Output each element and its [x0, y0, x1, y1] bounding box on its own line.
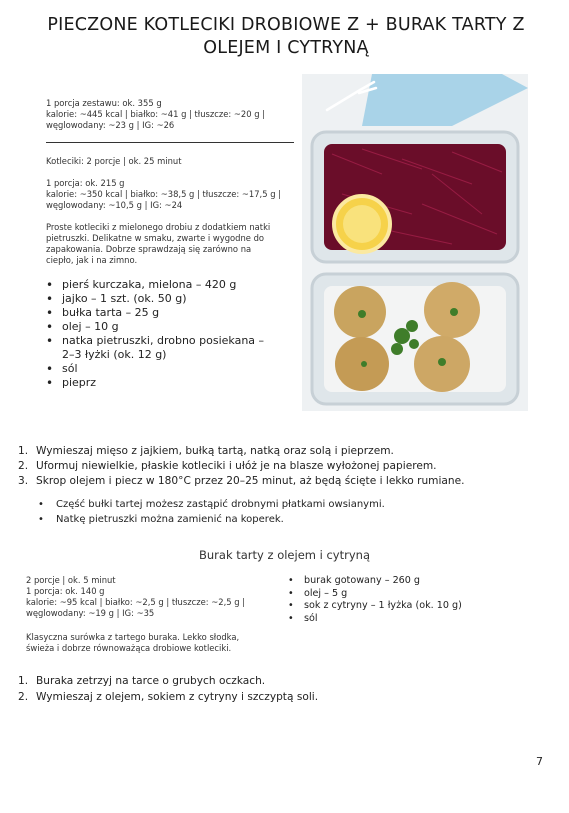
beet-portion-weight: 1 porcja: ok. 140 g	[26, 586, 105, 596]
list-item: • jajko – 1 szt. (ok. 50 g)	[46, 292, 278, 306]
list-item: 2. Wymieszaj z olejem, sokiem z cytryny i szczyptą soli.	[18, 690, 319, 703]
cutlets-tips	[38, 498, 488, 527]
beet-heading: Burak tarty z olejem i cytryną	[198, 548, 370, 562]
cutlets-nutrition	[46, 178, 291, 211]
list-item: • bułka tarta – 25 g	[46, 306, 278, 320]
list-item: • sól	[46, 362, 278, 376]
list-item: • olej – 5 g	[288, 588, 538, 601]
set-nutrition: kalorie: ~445 kcal | białko: ~41 g | tłuszcze: ~20 g |	[46, 109, 266, 119]
cutlets-steps	[18, 444, 518, 489]
list-item: • burak gotowany – 260 g	[288, 575, 538, 588]
list-item: • sok z cytryny – 1 łyżka (ok. 10 g)	[288, 600, 538, 613]
set-summary	[46, 98, 291, 131]
food-photo	[302, 74, 528, 411]
set-portion: 1 porcja zestawu: ok. 355 g	[46, 98, 162, 108]
list-item: • sól	[288, 613, 538, 626]
cutlets-portion-weight: 1 porcja: ok. 215 g	[46, 178, 125, 188]
cutlets-description: Proste kotleciki z mielonego drobiu z dodatkiem natki pietruszki. Delikatne w smaku, zwarte i wygodne do zapakowania. Dobrze sprawdzają się zarówno na ciepło, jak i na zimno.	[46, 222, 271, 265]
list-item: • pierś kurczaka, mielona – 420 g	[46, 278, 278, 292]
cutlets-ingredient-list	[46, 278, 278, 390]
beet-nutrition	[26, 575, 271, 619]
list-item: • pieprz	[46, 376, 278, 390]
list-item: 1. Buraka zetrzyj na tarce o grubych oczkach.	[18, 675, 266, 687]
list-item: • olej – 10 g	[46, 320, 278, 334]
cutlets-macros: kalorie: ~350 kcal | białko: ~38,5 g | tłuszcze: ~17,5 g |	[46, 189, 282, 199]
beet-ingredient-list	[288, 575, 538, 625]
set-nutrition-cont: węglowodany: ~23 g | IG: ~26	[46, 120, 175, 130]
list-item: • Natkę pietruszki można zamienić na koperek.	[38, 513, 488, 528]
list-item: • natka pietruszki, drobno posiekana – 2–3 łyżki (ok. 12 g)	[46, 334, 278, 362]
beet-portions: 2 porcje | ok. 5 minut	[26, 575, 116, 585]
beet-macros: kalorie: ~95 kcal | białko: ~2,5 g | tłuszcze: ~2,5 g |	[26, 597, 246, 607]
divider	[46, 142, 294, 143]
list-item: 2. Uformuj niewielkie, płaskie kotleciki i ułóż je na blasze wyłożonej papierem.	[18, 460, 437, 472]
page-title: PIECZONE KOTLECIKI DROBIOWE Z + BURAK TARTY Z OLEJEM I CYTRYNĄ	[47, 15, 525, 58]
cutlets-portions: Kotleciki: 2 porcje | ok. 25 minut	[46, 156, 182, 166]
beet-macros-cont: węglowodany: ~19 g | IG: ~35	[26, 608, 155, 618]
list-item: 3. Skrop olejem i piecz w 180°C przez 20–25 minut, aż będą ścięte i lekko rumiane.	[18, 475, 465, 487]
list-item: • Część bułki tartej możesz zastąpić drobnymi płatkami owsianymi.	[38, 498, 488, 513]
beet-steps	[18, 674, 518, 705]
beet-description: Klasyczna surówka z tartego buraka. Lekko słodka, świeża i dobrze równoważąca drobiowe kotleciki.	[26, 632, 240, 653]
list-item: 1. Wymieszaj mięso z jajkiem, bułką tartą, natką oraz solą i pieprzem.	[18, 445, 394, 457]
page-number: 7	[536, 755, 543, 768]
cutlets-macros-cont: węglowodany: ~10,5 g | IG: ~24	[46, 200, 183, 210]
